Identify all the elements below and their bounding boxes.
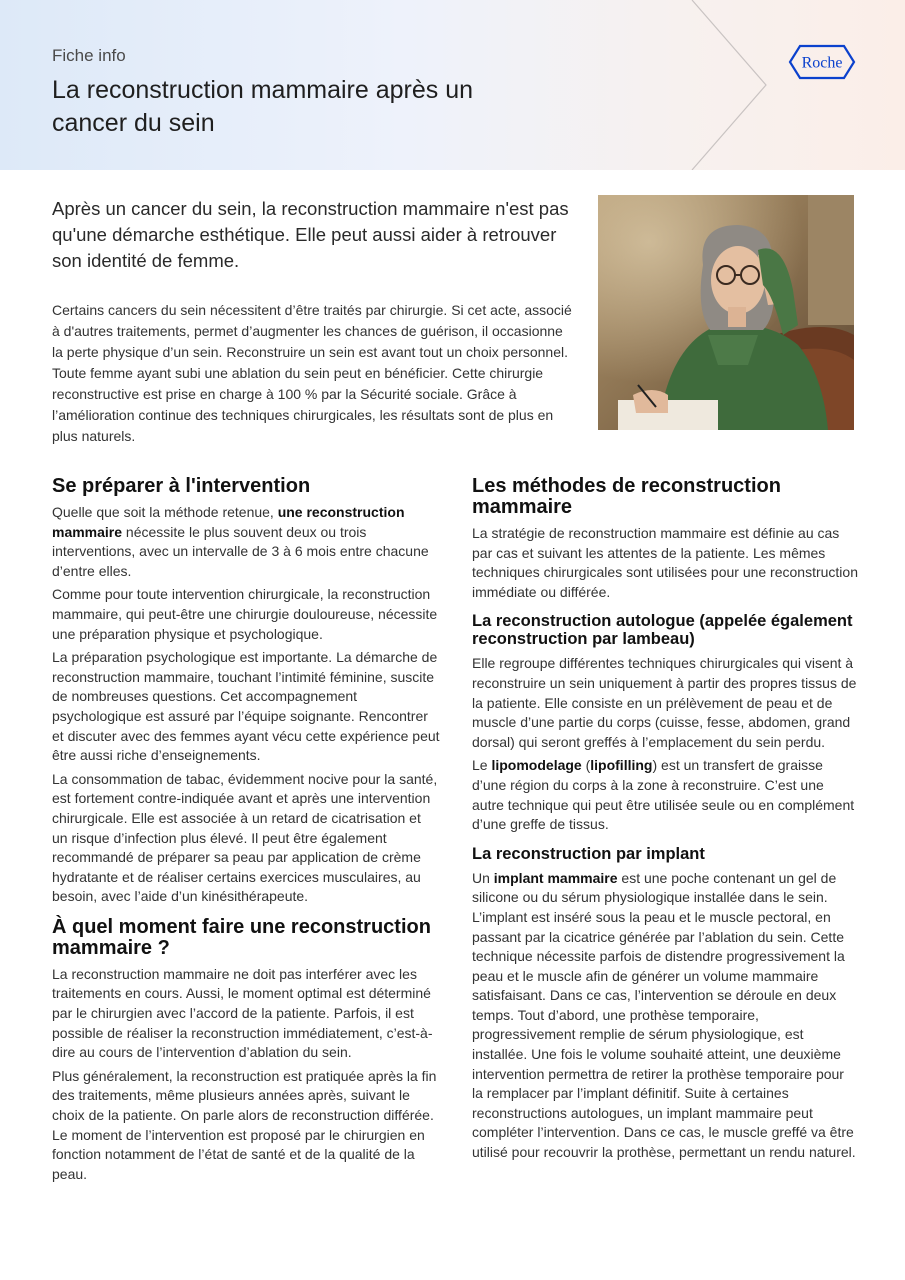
- doc-kicker: Fiche info: [52, 46, 126, 65]
- header-banner: [0, 0, 905, 170]
- right-column: [472, 476, 858, 1167]
- lead-paragraph: Après un cancer du sein, la reconstruction mammaire n'est pas qu'une démarche esthétique. Elle peut aussi aider à retrouver son identité de femme.: [52, 198, 569, 271]
- intro-paragraph: Certains cancers du sein nécessitent d’être traités par chirurgie. Si cet acte, associé à d'autres traitements, permet d’augmenter les chances de guérison, il occasionne la perte physique d’un sein. Reconstruire un sein est avant tout un choix personnel. Toute femme ayant subi une ablation du sein peut en bénéficier. Cette chirurgie reconstructive est prise en charge à 100 % par la Sécurité sociale. Grâce à l’amélioration continue des techniques chirurgicales, les résultats sont de plus en plus naturels.: [52, 302, 572, 444]
- subsection-heading-implant: La reconstruction par implant: [472, 844, 705, 863]
- subsection-heading-autologous: La reconstruction autologue (appelée également reconstruction par lambeau): [472, 612, 853, 649]
- svg-text:Roche: Roche: [801, 54, 843, 72]
- paragraph: La reconstruction mammaire ne doit pas interférer avec les traitements en cours. Aussi, le moment optimal est déterminé par le chirurgien avec l’accord de la patiente. Parfois, il est possible de réaliser la reconstruction immédiatement, c’est-à-dire au cours de l’intervention d’ablation du sein.: [52, 965, 433, 1061]
- section-heading-timing: À quel moment faire une reconstruction mammaire ?: [52, 915, 431, 959]
- paragraph: La préparation psychologique est importante. La démarche de reconstruction mammaire, touchant l’intimité féminine, suscite de nombreuses questions. Cet accompagnement psychologique est assuré par l’équipe soignante. Rencontrer et discuter avec des femmes ayant vécu cette expérience peut être aussi riche d’enseignements.: [52, 649, 440, 764]
- paragraph: Le lipomodelage (lipofilling) est un transfert de graisse d’une région du corps à la zone à reconstruire. C’est une autre technique qui peut être utilisée seule ou en complément d’une greffe de tissus.: [472, 757, 855, 833]
- paragraph: Un implant mammaire est une poche contenant un gel de silicone ou du sérum physiologique installée dans le sein. L’implant est inséré sous la peau et le muscle pectoral, en passant par la cicatrice générée par l’ablation du sein. Cette technique nécessite parfois de distendre progressivement la peau et le muscle afin de générer un volume mammaire satisfaisant. Dans ce cas, l’intervention se déroule en deux temps. Tout d’abord, une prothèse temporaire, progressivement remplie de sérum physiologique, est installée. Une fois le volume souhaité atteint, une deuxième intervention permettra de retirer la prothèse temporaire pour la remplacer par l’implant définitif. Suite à certaines reconstructions autologues, un implant mammaire peut compléter l’intervention. Dans ce cas, le muscle greffé va être utilisé pour recouvrir la prothèse, permettant un rendu naturel.: [472, 869, 856, 1161]
- section-heading-methods: Les méthodes de reconstruction mammaire: [472, 475, 781, 518]
- woman-portrait-photo: [598, 195, 854, 430]
- paragraph: Comme pour toute intervention chirurgicale, la reconstruction mammaire, qui peut-être une chirurgie douloureuse, nécessite une préparation physique et psychologique.: [52, 586, 438, 642]
- page-title: La reconstruction mammaire après un cancer du sein: [52, 76, 474, 137]
- section-heading-preparation: Se préparer à l'intervention: [52, 475, 311, 497]
- roche-logo: [788, 44, 856, 80]
- paragraph: Plus généralement, la reconstruction est pratiquée après la fin des traitements, même plusieurs années après, suivant le choix de la patiente. On parle alors de reconstruction différée. Le moment de l’intervention est proposé par le chirurgien en fonction notamment de l’état de santé et de la qualité de la peau.: [52, 1067, 437, 1182]
- paragraph: La consommation de tabac, évidemment nocive pour la santé, est fortement contre-indiquée avant et après une intervention chirurgicale. Elle est associée à un retard de cicatrisation et un risque d’infection plus élevé. Il peut être également recommandé de préparer sa peau par application de crème hydratante et de réaliser certains exercices musculaires, au besoin, avec l’aide d’un kinésithérapeute.: [52, 770, 438, 905]
- paragraph: Elle regroupe différentes techniques chirurgicales qui visent à reconstruire un sein uniquement à partir des propres tissus de la patiente. Elle consiste en un prélèvement de peau et de muscle d’une partie du corps (cuisse, fesse, abdomen, grand dorsal) qui seront greffés à l’emplacement du sein perdu.: [472, 655, 857, 750]
- paragraph: Quelle que soit la méthode retenue, une reconstruction mammaire nécessite le plus souvent deux ou trois interventions, avec un intervalle de 3 à 6 mois entre chacune d’entre elles.: [52, 504, 429, 579]
- paragraph: La stratégie de reconstruction mammaire est définie au cas par cas et suivant les attentes de la patiente. Les mêmes techniques chirurgicales sont utilisées pour une reconstruction immédiate ou différée.: [472, 525, 858, 600]
- left-column: [52, 476, 440, 1188]
